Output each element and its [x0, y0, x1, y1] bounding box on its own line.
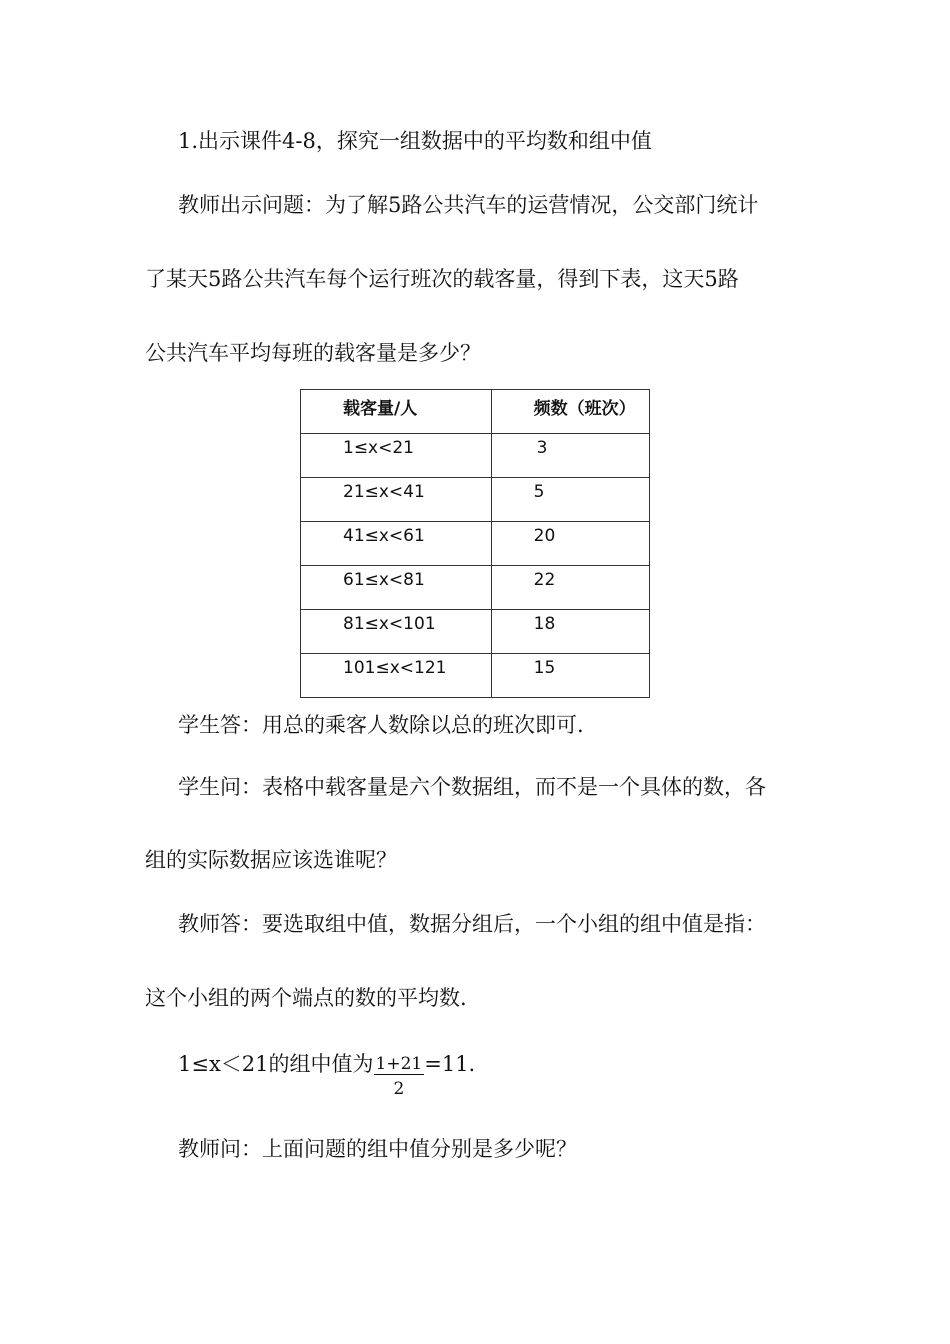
header-frequency: 频数（班次） [533, 399, 636, 419]
table-cell [301, 434, 492, 478]
table-header-cell [491, 390, 649, 434]
table-row [301, 654, 650, 698]
paragraph-teacher-followup-question: 教师问：上面问题的组中值分别是多少呢？ [178, 1137, 577, 1161]
table-header-row [301, 390, 650, 434]
table-cell [491, 478, 649, 522]
range-value: 21≤x<41 [343, 482, 425, 502]
paragraph-teacher-question-line3: 公共汽车平均每班的载客量是多少？ [145, 341, 481, 365]
paragraph-teacher-question-line1: 教师出示问题：为了解5路公共汽车的运营情况，公交部门统计 [178, 193, 759, 217]
range-value: 101≤x<121 [343, 658, 447, 678]
frequency-value: 15 [533, 658, 556, 678]
header-passengers: 载客量/人 [343, 399, 418, 419]
midpoint-example-text: 1≤x＜21的组中值为 [178, 1052, 374, 1076]
range-value: 1≤x<21 [343, 438, 414, 458]
table-cell [301, 654, 492, 698]
table-cell [491, 654, 649, 698]
frequency-value: 20 [533, 526, 556, 546]
paragraph-courseware-intro: 1.出示课件4-8，探究一组数据中的平均数和组中值 [178, 129, 652, 153]
frequency-value: 22 [533, 570, 556, 590]
table-cell [301, 522, 492, 566]
passenger-frequency-table [300, 389, 650, 698]
midpoint-fraction [374, 1050, 425, 1099]
table-row [301, 522, 650, 566]
table-cell [301, 566, 492, 610]
table-row [301, 566, 650, 610]
table-cell [491, 566, 649, 610]
frequency-value: 18 [533, 614, 556, 634]
midpoint-result: =11. [424, 1052, 476, 1076]
fraction-numerator: 1+21 [374, 1050, 425, 1075]
range-value: 61≤x<81 [343, 570, 425, 590]
table-row [301, 478, 650, 522]
range-value: 81≤x<101 [343, 614, 436, 634]
table-row [301, 610, 650, 654]
paragraph-teacher-answer-line1: 教师答：要选取组中值，数据分组后，一个小组的组中值是指： [178, 912, 766, 936]
paragraph-midpoint-example [178, 1050, 476, 1099]
table-cell [301, 610, 492, 654]
frequency-value: 3 [536, 438, 548, 458]
table-cell [491, 610, 649, 654]
table-row [301, 434, 650, 478]
paragraph-teacher-answer-line2: 这个小组的两个端点的数的平均数. [145, 986, 467, 1010]
table-cell [301, 478, 492, 522]
table-cell [491, 434, 649, 478]
range-value: 41≤x<61 [343, 526, 425, 546]
table-cell [491, 522, 649, 566]
fraction-denominator: 2 [393, 1079, 405, 1099]
frequency-value: 5 [533, 482, 545, 502]
table-header-cell [301, 390, 492, 434]
paragraph-teacher-question-line2: 了某天5路公共汽车每个运行班次的载客量，得到下表，这天5路 [145, 267, 739, 291]
paragraph-student-question-line1: 学生问：表格中载客量是六个数据组，而不是一个具体的数，各 [178, 775, 766, 799]
paragraph-student-question-line2: 组的实际数据应该选谁呢？ [145, 848, 397, 872]
paragraph-student-answer: 学生答：用总的乘客人数除以总的班次即可. [178, 713, 584, 737]
